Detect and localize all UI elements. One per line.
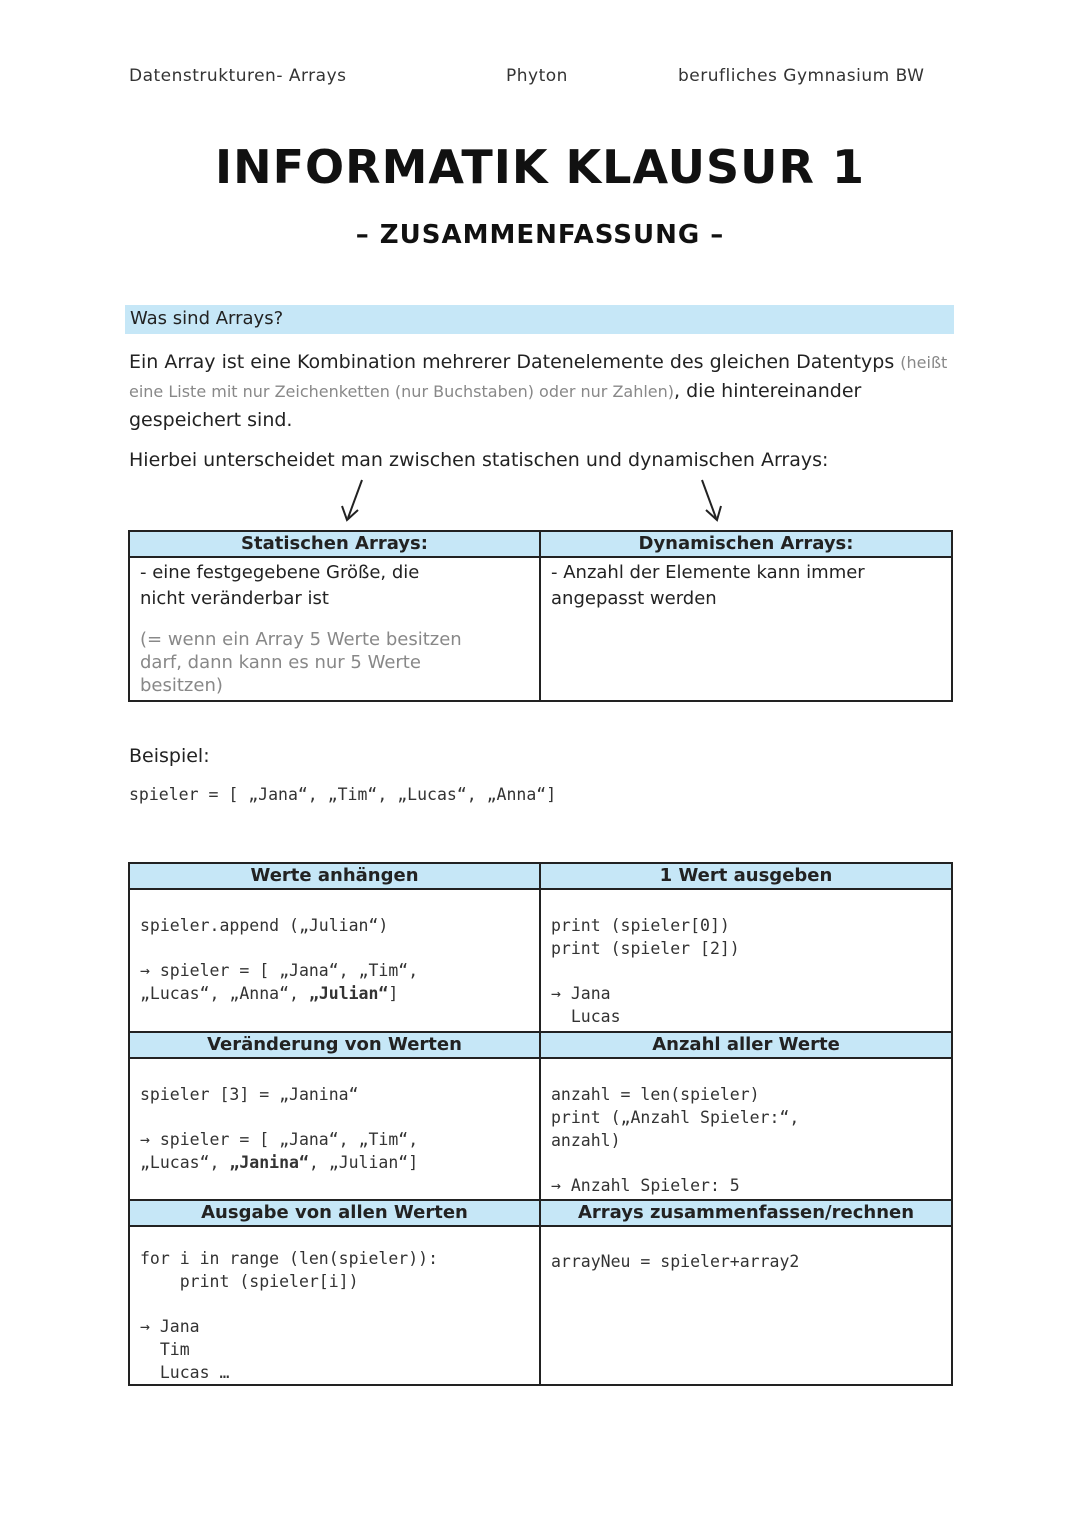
count-code-3: anzahl) (551, 1131, 621, 1150)
static-desc-2: nicht veränderbar ist (140, 588, 329, 609)
append-result-highlight: „Julian“ (308, 984, 389, 1003)
count-code-1: anzahl = len(spieler) (551, 1085, 760, 1104)
count-header: Anzahl aller Werte (540, 1032, 952, 1058)
append-result-2 (130, 982, 539, 1005)
output-all-result-1: → Jana (140, 1317, 200, 1336)
change-code: spieler [3] = „Janina“ (140, 1085, 359, 1104)
output-all-header: Ausgabe von allen Werten (129, 1200, 540, 1226)
intro-paragraph (129, 348, 949, 434)
section-heading-label: Was sind Arrays? (130, 308, 284, 329)
header-language: Phyton (506, 66, 568, 86)
dynamic-arrays-header: Dynamischen Arrays: (540, 531, 952, 557)
merge-header: Arrays zusammenfassen/rechnen (540, 1200, 952, 1226)
static-desc-1: - eine festgegebene Größe, die (140, 562, 420, 583)
append-cell (129, 889, 540, 1032)
page-title: INFORMATIK KLAUSUR 1 (215, 140, 865, 194)
change-result-2c: , „Julian“] (308, 1153, 419, 1172)
static-arrays-cell (129, 557, 540, 701)
change-header: Veränderung von Werten (129, 1032, 540, 1058)
arrow-right-icon (702, 480, 721, 520)
output-all-result-2: Tim (140, 1340, 190, 1359)
change-result-2a: „Lucas“, (140, 1153, 230, 1172)
arrow-left-icon (342, 480, 362, 520)
intro-note: (heißt eine Liste mit nur Zeichenketten (nur Buchstaben) oder nur Zahlen) (129, 353, 948, 401)
static-arrays-header: Statischen Arrays: (129, 531, 540, 557)
dynamic-desc-2: angepasst werden (551, 588, 717, 609)
append-result-1: → spieler = [ „Jana“, „Tim“, (140, 961, 419, 980)
count-result: → Anzahl Spieler: 5 (551, 1176, 740, 1195)
dynamic-desc-1: - Anzahl der Elemente kann immer (551, 562, 865, 583)
count-cell (540, 1058, 952, 1200)
count-code-2: print („Anzahl Spieler:“, (551, 1108, 800, 1127)
output-one-code-2: print (spieler [2]) (551, 939, 740, 958)
split-arrows (330, 476, 750, 526)
merge-code: arrayNeu = spieler+array2 (551, 1252, 800, 1271)
output-one-result-2: Lucas (551, 1007, 621, 1026)
intro-distinction: Hierbei unterscheidet man zwischen statischen und dynamischen Arrays: (129, 449, 829, 471)
example-code: spieler = [ „Jana“, „Tim“, „Lucas“, „Anna“] (129, 785, 557, 804)
change-result-highlight: „Janina“ (229, 1153, 309, 1172)
merge-cell (540, 1226, 952, 1385)
change-result-2 (130, 1151, 539, 1174)
array-types-table (128, 530, 953, 702)
header-school: berufliches Gymnasium BW (678, 66, 925, 86)
array-operations-table (128, 862, 953, 1386)
change-cell (129, 1058, 540, 1200)
output-one-code-1: print (spieler[0]) (551, 916, 730, 935)
dynamic-arrays-cell (540, 557, 952, 701)
intro-text-b: , die hintereinander gespeichert sind. (129, 380, 862, 431)
output-all-code-1: for i in range (len(spieler)): (140, 1249, 439, 1268)
output-one-result-1: → Jana (551, 984, 611, 1003)
append-header: Werte anhängen (129, 863, 540, 889)
output-all-code-2: print (spieler[i]) (140, 1272, 359, 1291)
header-topic: Datenstrukturen- Arrays (129, 66, 347, 86)
output-one-cell (540, 889, 952, 1032)
append-result-2a: „Lucas“, „Anna“, (140, 984, 309, 1003)
page-subtitle: – ZUSAMMENFASSUNG – (355, 220, 725, 250)
static-note-2: darf, dann kann es nur 5 Werte (140, 652, 421, 673)
static-note-1: (= wenn ein Array 5 Werte besitzen (140, 629, 462, 650)
output-all-result-3: Lucas … (140, 1363, 230, 1382)
static-note-3: besitzen) (140, 675, 223, 696)
intro-text-a: Ein Array ist eine Kombination mehrerer Datenelemente des gleichen Datentyps (129, 351, 895, 373)
append-result-2c: ] (388, 984, 399, 1003)
output-one-header: 1 Wert ausgeben (540, 863, 952, 889)
output-all-cell (129, 1226, 540, 1385)
change-result-1: → spieler = [ „Jana“, „Tim“, (140, 1130, 419, 1149)
section-heading (125, 305, 954, 334)
example-label: Beispiel: (129, 745, 210, 767)
append-code: spieler.append („Julian“) (140, 916, 389, 935)
